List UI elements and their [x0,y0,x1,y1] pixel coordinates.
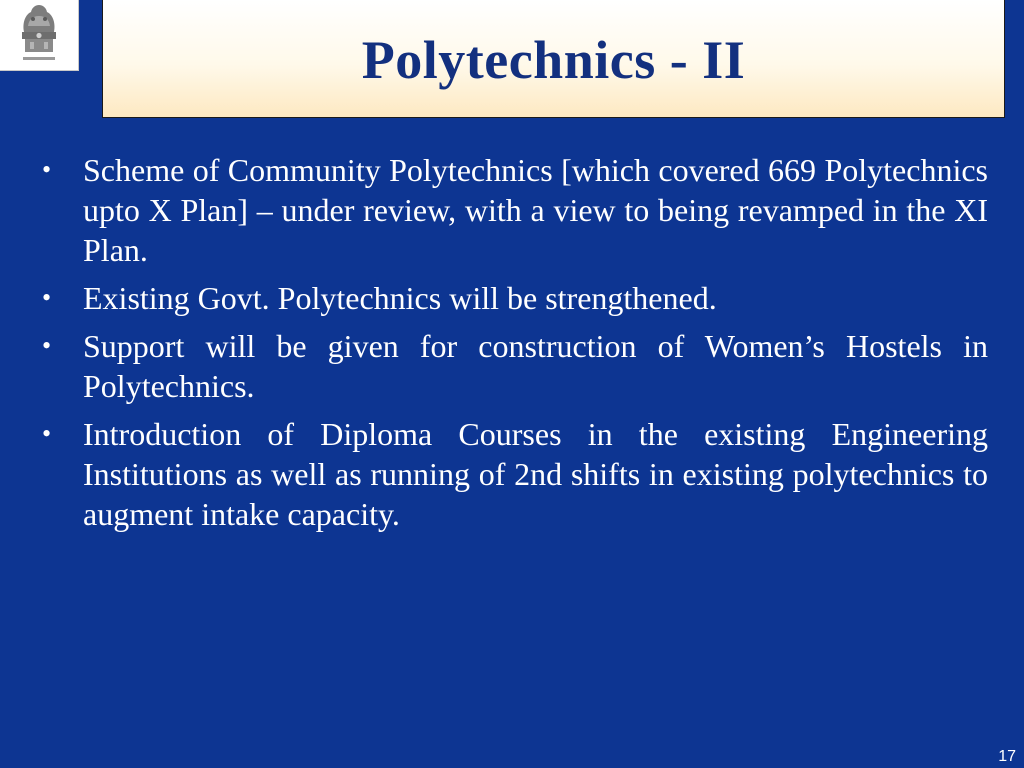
bullet-text: Scheme of Community Polytechnics [which covered 669 Polytechnics upto X Plan] – under review, with a view to being revamped in the XI Plan. [83,152,988,268]
bullet-dot: • [42,419,52,448]
bullet-item [42,414,988,534]
bullet-text: Support will be given for construction of Women’s Hostels in Polytechnics. [83,328,988,404]
bullet-item [42,150,988,270]
page-number: 17 [998,748,1016,765]
bullet-text: Existing Govt. Polytechnics will be strengthened. [83,280,717,316]
bullet-dot: • [42,331,52,360]
bullet-dot: • [42,155,52,184]
bullet-list [42,150,988,542]
title-banner [102,0,1005,118]
bullet-item [42,326,988,406]
bullet-dot: • [42,283,52,312]
bullet-item [42,278,988,318]
national-emblem-icon [14,2,64,66]
slide-title: Polytechnics - II [361,30,746,90]
emblem-logo [0,0,79,71]
bullet-text: Introduction of Diploma Courses in the existing Engineering Institutions as well as running of 2nd shifts in existing polytechnics to augment intake capacity. [83,416,988,532]
